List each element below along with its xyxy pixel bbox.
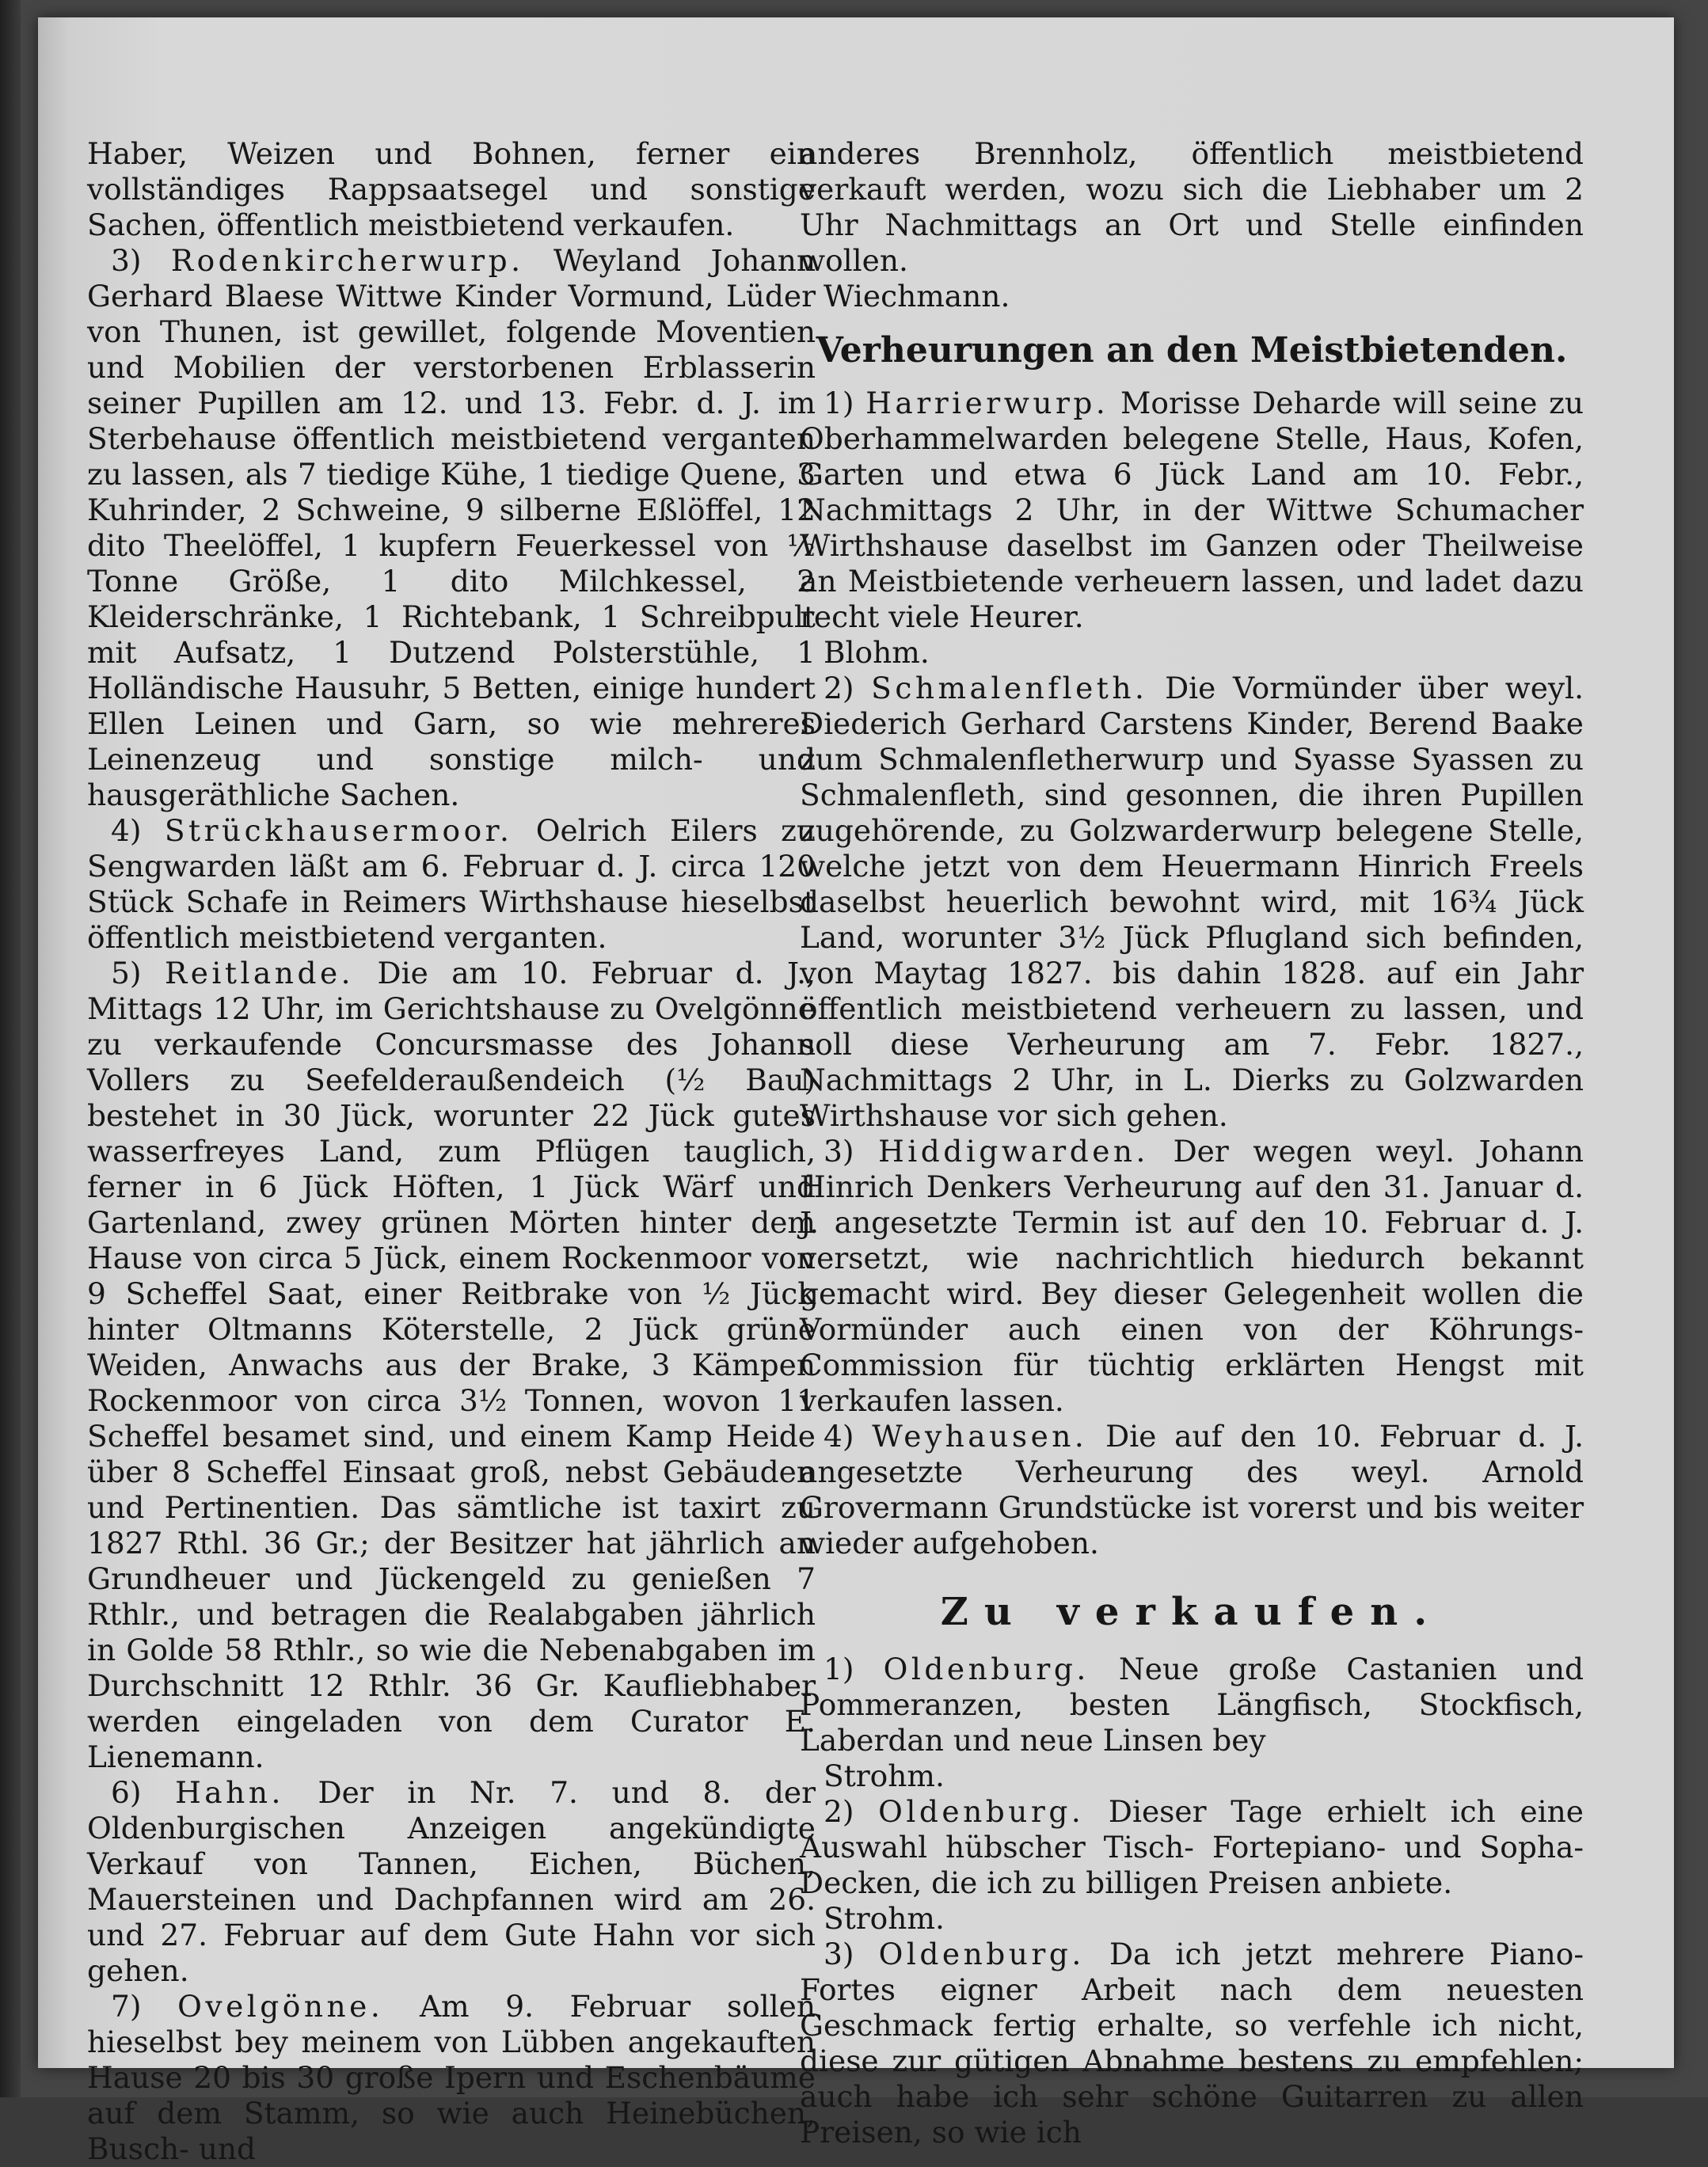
notice-place: Rodenkircherwurp. bbox=[170, 243, 524, 278]
notice-paragraph: Haber, Weizen und Bohnen, ferner ein vollständiges Rappsaatsegel und sonstige Sachen, öffentlich meistbietend verkaufen. bbox=[87, 136, 816, 242]
notice-text: Die auf den 10. Februar d. J. angesetzte Verheurung des weyl. Arnold Grovermann Grundstücke ist vorerst und bis weiter wieder aufgehoben. bbox=[800, 1419, 1584, 1561]
notice-place: Harrierwurp. bbox=[865, 386, 1109, 420]
book-gutter bbox=[0, 0, 21, 2097]
notice-paragraph bbox=[87, 243, 816, 813]
notice-place: Schmalenfleth. bbox=[871, 671, 1148, 705]
notice-number: 4) bbox=[824, 1419, 854, 1454]
signature: Wiechmann. bbox=[824, 279, 1010, 314]
notice-text: Der wegen weyl. Johann Hinrich Denkers Verheurung auf den 31. Januar d. J. angesetzte Termin ist auf den 10. Februar d. J. versetzt, wie nachrichtlich hiedurch bekannt gemacht wird. Bey dieser Gelegenheit wollen die Vormünder auch einen von der Köhrungs-Commission für tüchtig erklärten Hengst mit verkaufen lassen. bbox=[800, 1134, 1584, 1418]
notice-paragraph bbox=[87, 956, 816, 1775]
notice-number: 3) bbox=[111, 243, 142, 278]
notice-number: 1) bbox=[824, 1652, 854, 1686]
notice-paragraph bbox=[800, 386, 1584, 635]
notice-paragraph bbox=[800, 1794, 1584, 1901]
notice-number: 7) bbox=[111, 1989, 142, 2024]
notice-place: Reitlande. bbox=[164, 956, 355, 990]
right-column bbox=[800, 136, 1584, 2150]
notice-text: Der in Nr. 7. und 8. der Oldenburgischen Anzeigen angekündigte Verkauf von Tannen, Eichen, Büchen, Mauersteinen und Dachpfannen wird am 26. und 27. Februar auf dem Gute Hahn vor sich gehen. bbox=[87, 1775, 816, 1988]
notice-paragraph bbox=[87, 813, 816, 956]
notice-text: Die am 10. Februar d. J., Mittags 12 Uhr, im Gerichtshause zu Ovelgönne zu verkaufende Concursmasse des Johann Vollers zu Seefelderaußendeich (½ Bau) bestehet in 30 Jück, worunter 22 Jück gutes wasserfreyes Land, zum Pflügen tauglich, ferner in 6 Jück Höften, 1 Jück Wärf und Gartenland, zwey grünen Mörten hinter dem Hause von circa 5 Jück, einem Rockenmoor von 9 Scheffel Saat, einer Reitbrake von ½ Jück hinter Oltmanns Köterstelle, 2 Jück grüne Weiden, Anwachs aus der Brake, 3 Kämpen Rockenmoor von circa 3½ Tonnen, wovon 11 Scheffel besamet sind, und einem Kamp Heide über 8 Scheffel Einsaat groß, nebst Gebäuden und Pertinentien. Das sämtliche ist taxirt zu 1827 Rthl. 36 Gr.; der Besitzer hat jährlich an Grundheuer und Jückengeld zu genießen 7 Rthlr., und betragen die Realabgaben jährlich in Golde 58 Rthlr., so wie die Nebenabgaben im Durchschnitt 12 Rthlr. 36 Gr. Kaufliebhaber werden eingeladen von dem Curator E. Lienemann. bbox=[87, 956, 816, 1774]
notice-place: Hahn. bbox=[175, 1775, 284, 1810]
notice-paragraph bbox=[800, 671, 1584, 1134]
notice-text: Morisse Deharde will seine zu Oberhammelwarden belegene Stelle, Haus, Kofen, Garten und etwa 6 Jück Land am 10. Febr., Nachmittags 2 Uhr, in der Wittwe Schumacher Wirthshause daselbst im Ganzen oder Theilweise an Meistbietende verheuern lassen, und ladet dazu recht viele Heurer. bbox=[800, 386, 1584, 634]
notice-number: 2) bbox=[824, 671, 854, 705]
left-column bbox=[87, 136, 816, 2167]
notice-number: 3) bbox=[824, 1134, 854, 1169]
notice-text: Oelrich Eilers zu Sengwarden läßt am 6. Februar d. J. circa 120 Stück Schafe in Reimers Wirthshause hieselbst öffentlich meistbietend verganten. bbox=[87, 813, 816, 955]
notice-text: Am 9. Februar sollen hieselbst bey meinem von Lübben angekauften Hause 20 bis 30 große Ipern und Eschenbäume auf dem Stamm, so wie auch Heinebüchen, Busch- und bbox=[87, 1989, 816, 2166]
notice-place: Oldenburg. bbox=[883, 1652, 1090, 1686]
notice-place: Ovelgönne. bbox=[177, 1989, 384, 2024]
notice-text: Weyland Johann Gerhard Blaese Wittwe Kinder Vormund, Lüder von Thunen, ist gewillet, folgende Moventien und Mobilien der verstorbenen Erblasserin seiner Pupillen am 12. und 13. Febr. d. J. im Sterbehause öffentlich meistbietend verganten zu lassen, als 7 tiedige Kühe, 1 tiedige Quene, 3 Kuhrinder, 2 Schweine, 9 silberne Eßlöffel, 12 dito Theelöffel, 1 kupfern Feuerkessel von ½ Tonne Größe, 1 dito Milchkessel, 2 Kleiderschränke, 1 Richtebank, 1 Schreibpult mit Aufsatz, 1 Dutzend Polsterstühle, 1 Holländische Hausuhr, 5 Betten, einige hundert Ellen Leinen und Garn, so wie mehreres Leinenzeug und sonstige milch- und hausgeräthliche Sachen. bbox=[87, 243, 816, 812]
section-heading: Zu verkaufen. bbox=[940, 1590, 1444, 1634]
notice-place: Oldenburg. bbox=[878, 1794, 1085, 1829]
notice-number: 5) bbox=[111, 956, 142, 990]
notice-paragraph bbox=[800, 1419, 1584, 1561]
notice-paragraph bbox=[800, 1134, 1584, 1419]
notice-number: 4) bbox=[111, 813, 142, 848]
notice-text: Da ich jetzt mehrere Piano-Fortes eigner Arbeit nach dem neuesten Geschmack fertig erhalte, so verfehle ich nicht, diese zur gütigen Abnahme bestens zu empfehlen; auch habe ich sehr schöne Guitarren zu allen Preisen, so wie ich bbox=[800, 1937, 1584, 2150]
notice-paragraph bbox=[800, 1937, 1584, 2150]
newspaper-page bbox=[38, 17, 1674, 2166]
notice-text: Neue große Castanien und Pommeranzen, besten Längfisch, Stockfisch, Laberdan und neue Linsen bey bbox=[800, 1652, 1584, 1758]
signature: Blohm. bbox=[824, 635, 930, 670]
notice-text: Die Vormünder über weyl. Diederich Gerhard Carstens Kinder, Berend Baake zum Schmalenfletherwurp und Syasse Syassen zu Schmalenfleth, sind gesonnen, die ihren Pupillen zugehörende, zu Golzwarderwurp belegene Stelle, welche jetzt von dem Heuermann Hinrich Freels daselbst heuerlich bewohnt wird, mit 16¾ Jück Land, worunter 3½ Jück Pflugland sich befinden, von Maytag 1827. bis dahin 1828. auf ein Jahr öffentlich meistbietend verheuern zu lassen, und soll diese Verheurung am 7. Febr. 1827., Nachmittags 2 Uhr, in L. Dierks zu Golzwarden Wirthshause vor sich gehen. bbox=[800, 671, 1584, 1133]
notice-place: Weyhausen. bbox=[872, 1419, 1088, 1454]
notice-number: 1) bbox=[824, 386, 854, 420]
notice-paragraph bbox=[87, 1775, 816, 1989]
notice-text: Dieser Tage erhielt ich eine Auswahl hübscher Tisch- Fortepiano- und Sopha-Decken, die ich zu billigen Preisen anbiete. bbox=[800, 1794, 1584, 1900]
notice-paragraph bbox=[87, 1989, 816, 2167]
notice-paragraph: anderes Brennholz, öffentlich meistbietend verkauft werden, wozu sich die Liebhaber um 2 Uhr Nachmittags an Ort und Stelle einfinden wollen. bbox=[800, 136, 1584, 278]
notice-paragraph bbox=[800, 1652, 1584, 1758]
signature: Strohm. bbox=[824, 1758, 945, 1793]
notice-number: 3) bbox=[824, 1937, 854, 1971]
notice-number: 2) bbox=[824, 1794, 854, 1829]
notice-place: Hiddigwarden. bbox=[878, 1134, 1149, 1169]
signature: Strohm. bbox=[824, 1901, 945, 1936]
notice-place: Strückhausermoor. bbox=[164, 813, 513, 848]
notice-place: Oldenburg. bbox=[878, 1937, 1085, 1971]
notice-number: 6) bbox=[111, 1775, 142, 1810]
section-heading: Verheurungen an den Meistbietenden. bbox=[816, 330, 1568, 371]
